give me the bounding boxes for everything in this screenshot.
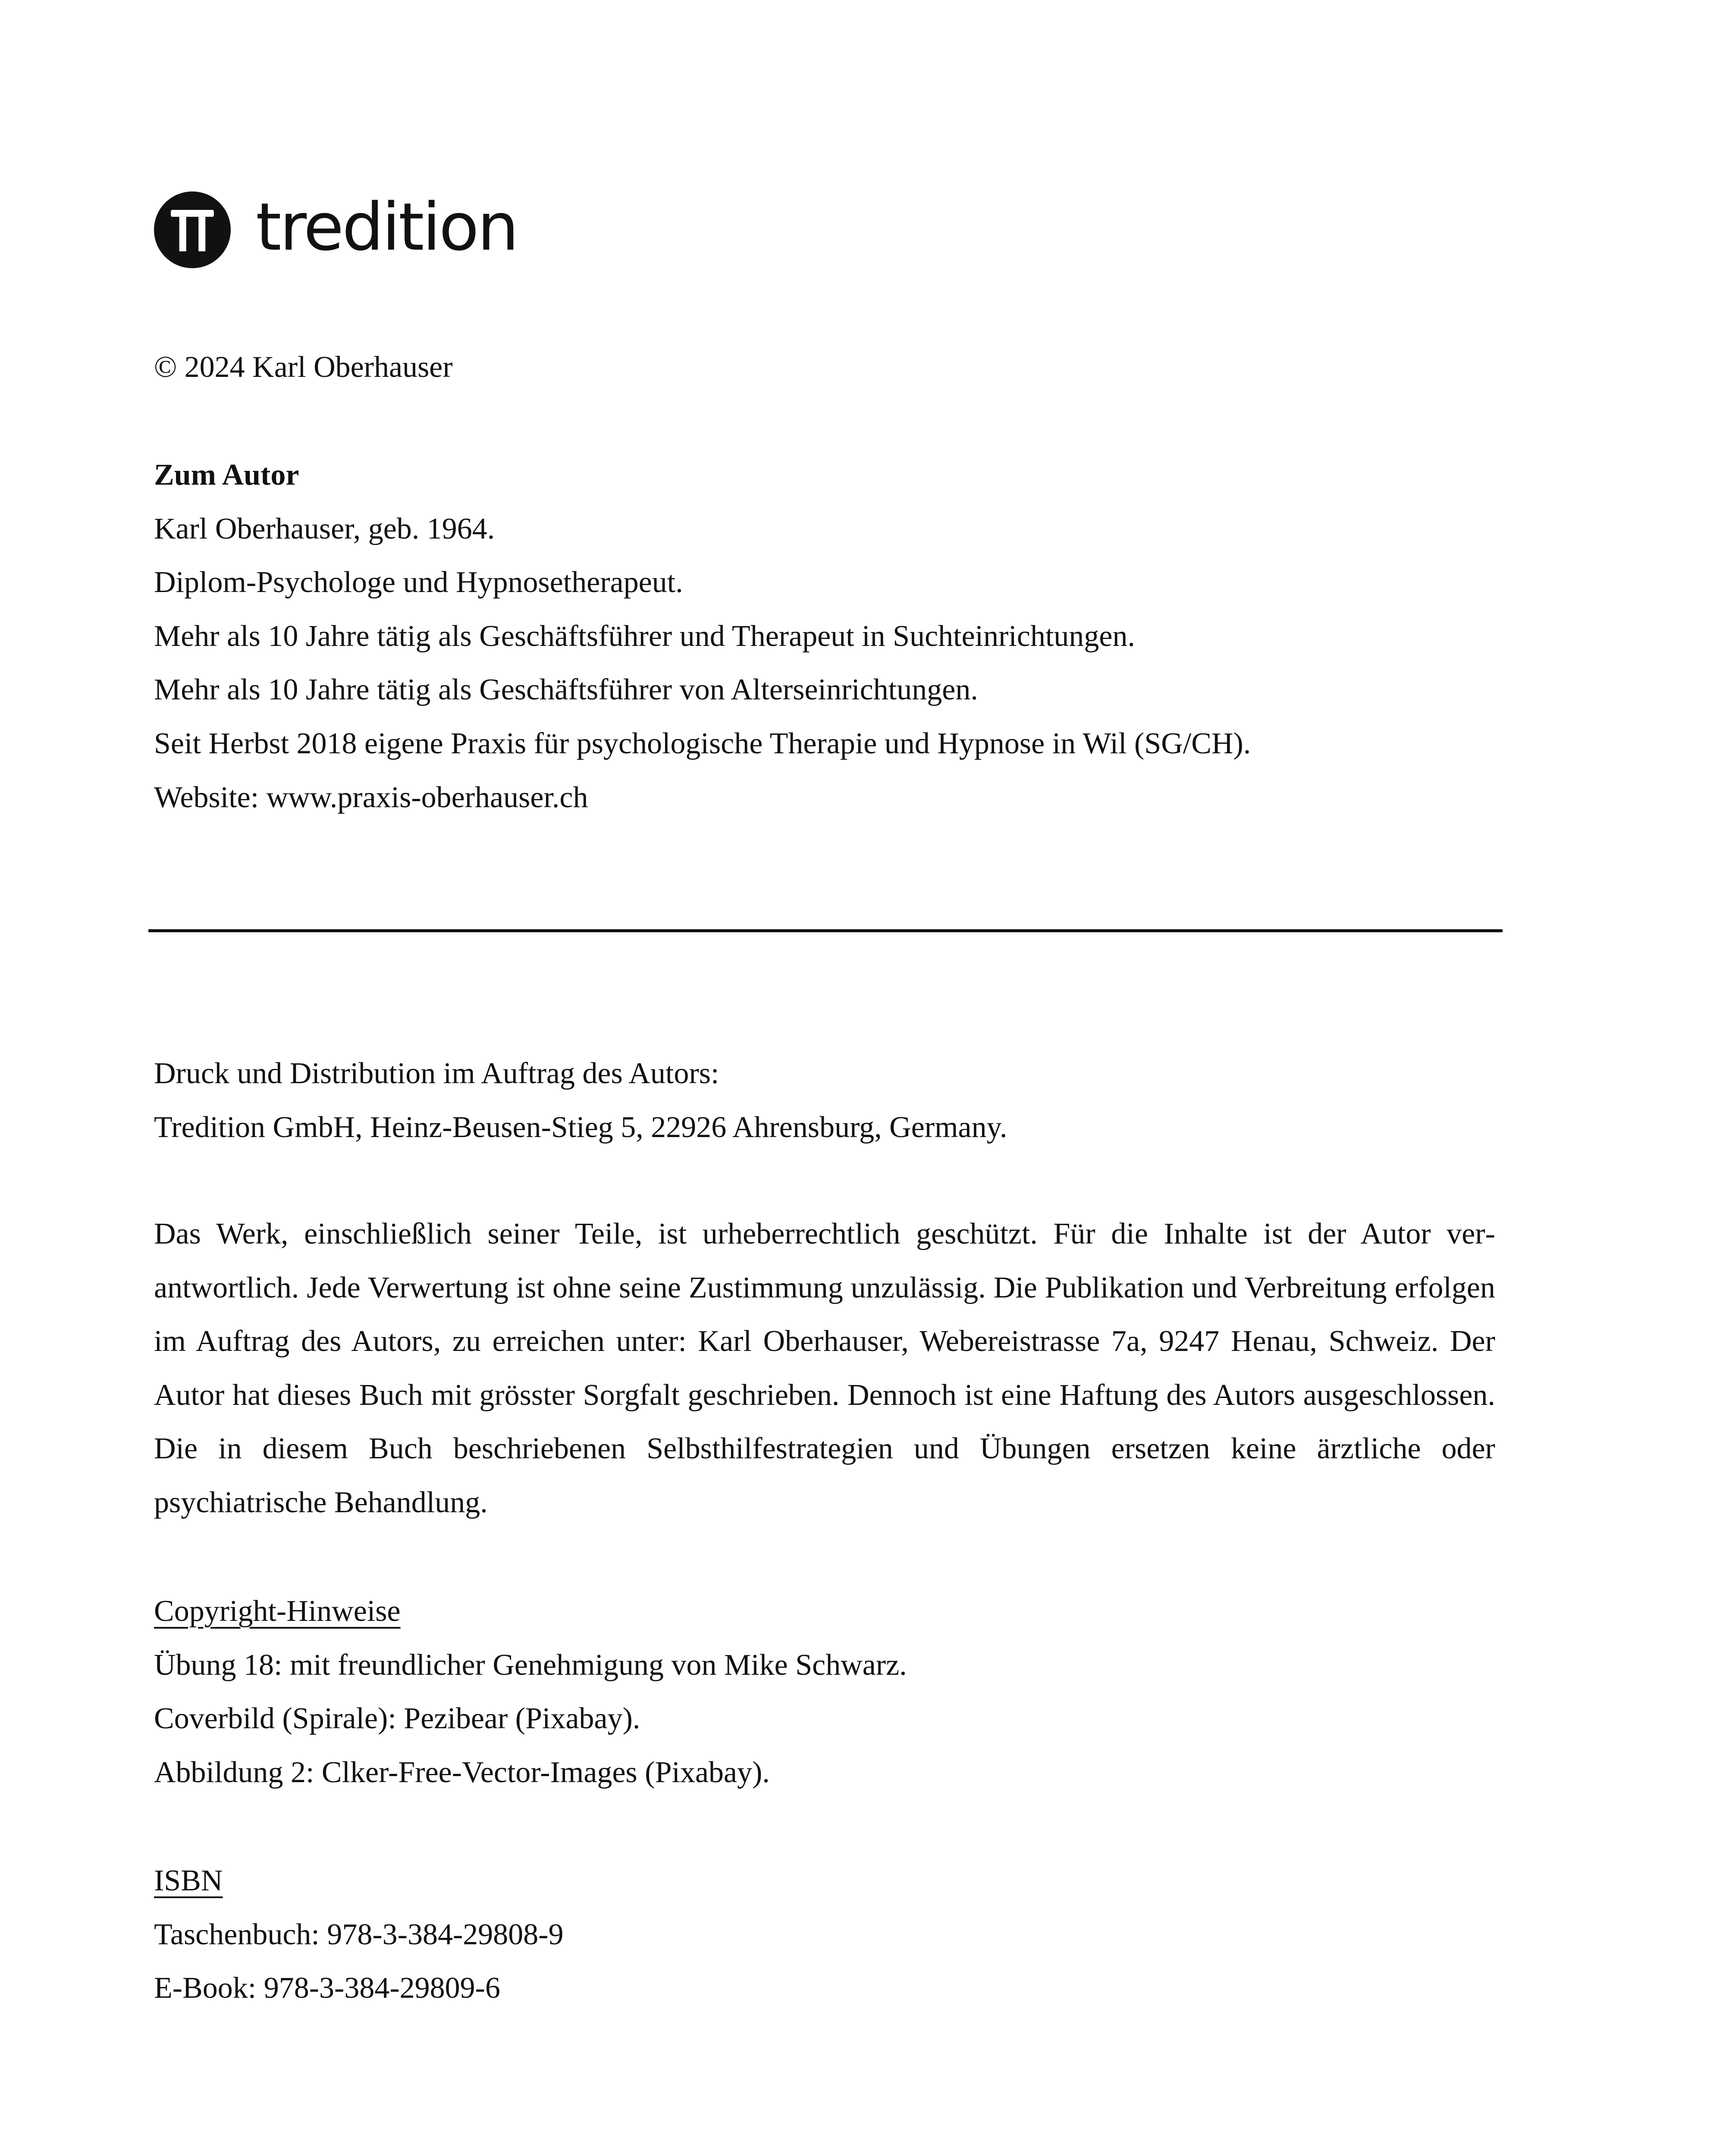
about-author-line: Karl Oberhauser, geb. 1964. — [154, 512, 495, 545]
copyright-line: © 2024 Karl Oberhauser — [154, 351, 453, 384]
isbn-heading: ISBN — [154, 1864, 223, 1897]
print-distribution-line: Druck und Distribution im Auftrag des Autors: — [154, 1057, 719, 1090]
publisher-logo — [154, 191, 517, 269]
legal-notice-paragraph: Das Werk, einschließlich seiner Teile, ist urheberrechtlich geschützt. Für die Inhalte ist der Autor verantwortlich. Jede Verwertung ist ohne seine Zustimmung unzulässig. Die Publikation und Verbreitung erfolgen im Auftrag des Autors, zu erreichen unter: Karl Oberhauser, Webereistrasse 7a, 9247 Henau, Schweiz. Der Autor hat dieses Buch mit grösster Sorgfalt geschrieben. Dennoch ist eine Haftung des Autors ausgeschlossen. Die in diesem Buch beschriebenen Selbsthilfestrategien und Übungen ersetzen keine ärztliche oder psychiatrische Behandlung. — [154, 1217, 1495, 1519]
copyright-section — [154, 341, 1516, 395]
about-author-heading: Zum Autor — [154, 458, 299, 492]
copyright-note-line: Abbildung 2: Clker-Free-Vector-Images (Pixabay). — [154, 1755, 770, 1789]
about-author-line: Diplom-Psychologe und Hypnosetherapeut. — [154, 566, 683, 599]
about-author-section — [154, 448, 1516, 824]
publisher-logo-text: tredition — [256, 189, 518, 265]
tredition-logo-icon — [154, 191, 231, 268]
copyright-note-line: Übung 18: mit freundlicher Genehmigung von Mike Schwarz. — [154, 1648, 907, 1682]
isbn-section — [154, 1854, 1516, 2015]
about-author-line: Mehr als 10 Jahre tätig als Geschäftsführer und Therapeut in Suchteinrichtungen. — [154, 619, 1135, 653]
isbn-ebook-line: E-Book: 978-3-384-29809-6 — [154, 1971, 500, 2005]
copyright-note-line: Coverbild (Spirale): Pezibear (Pixabay). — [154, 1702, 640, 1736]
about-author-line: Mehr als 10 Jahre tätig als Geschäftsführer von Alterseinrichtungen. — [154, 673, 978, 707]
copyright-notes-heading: Copyright-Hinweise — [154, 1595, 401, 1628]
about-author-line: Seit Herbst 2018 eigene Praxis für psychologische Therapie und Hypnose in Wil (SG/CH). — [154, 727, 1251, 760]
print-distribution-section — [154, 1047, 1516, 1154]
publisher-address-line: Tredition GmbH, Heinz-Beusen-Stieg 5, 22926 Ahrensburg, Germany. — [154, 1110, 1007, 1144]
copyright-notes-section — [154, 1585, 1516, 1799]
isbn-paperback-line: Taschenbuch: 978-3-384-29808-9 — [154, 1918, 564, 1951]
author-website-line: Website: www.praxis-oberhauser.ch — [154, 780, 588, 814]
section-divider — [148, 929, 1503, 932]
